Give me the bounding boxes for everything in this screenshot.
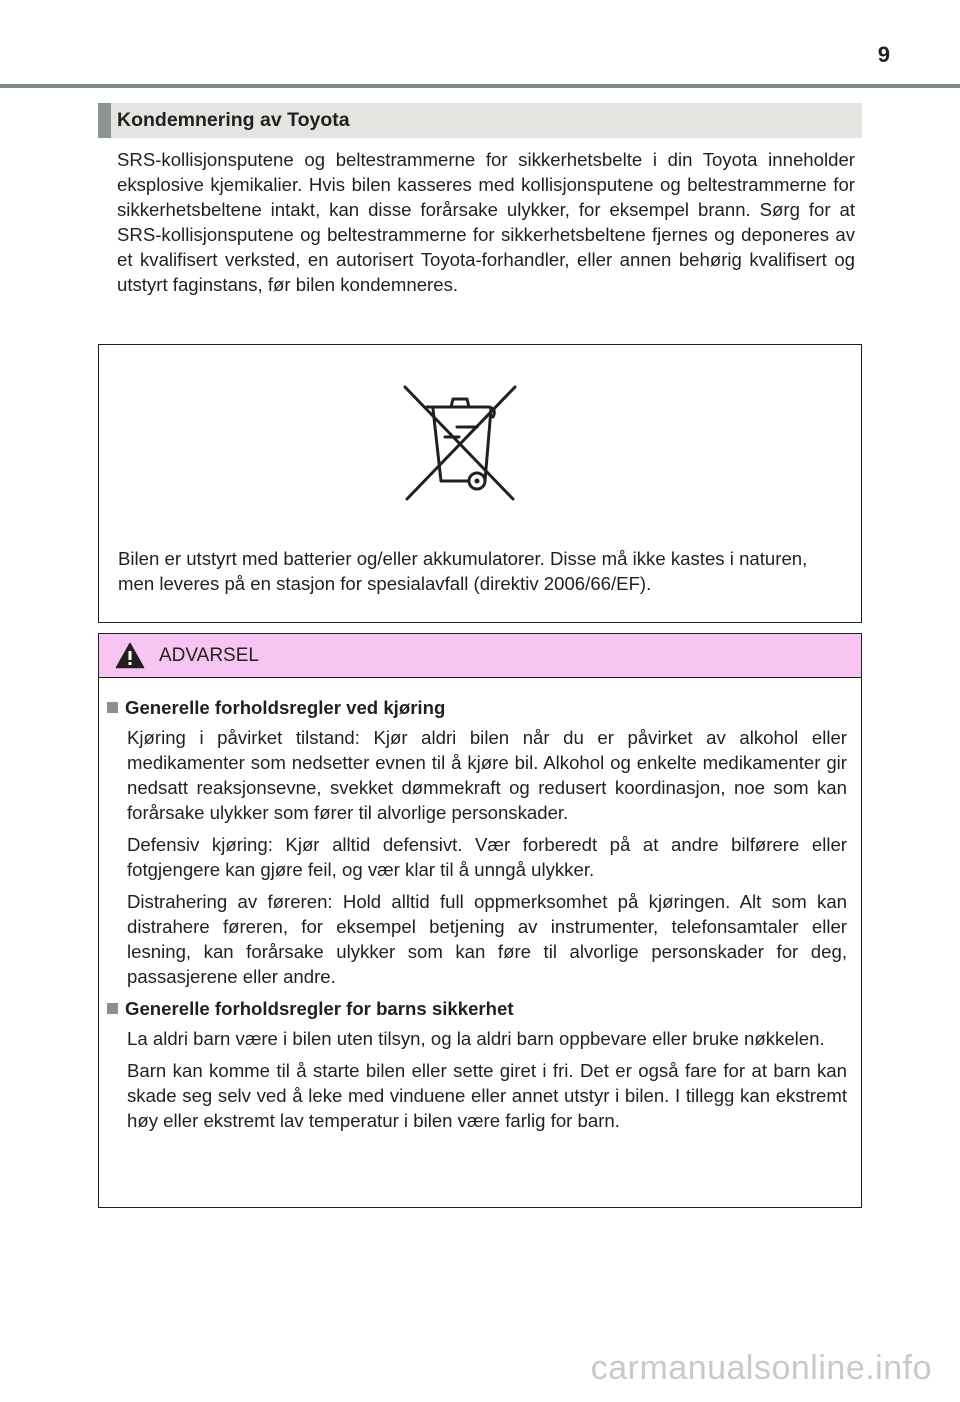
warning-triangle-icon xyxy=(115,642,145,669)
subheading-text: Generelle forholdsregler ved kjøring xyxy=(125,697,446,718)
page-number: 9 xyxy=(877,42,890,67)
section-title: Kondemnering av Toyota xyxy=(117,109,350,131)
paragraph-defensive-driving: Defensiv kjøring: Kjør alltid defensivt. Vær forberedt på at andre bilførere eller fotgjengere kan gjøre feil, og vær klar til å unngå ulykker. xyxy=(127,834,847,880)
square-bullet-icon xyxy=(107,1003,118,1014)
disposal-notice-box xyxy=(98,344,862,623)
warning-body xyxy=(99,678,861,1133)
warning-subheading-child-safety xyxy=(107,996,847,1021)
warning-box xyxy=(98,633,862,1208)
paragraph-children-unattended: La aldri barn være i bilen uten tilsyn, og la aldri barn oppbevare eller bruke nøkkelen. xyxy=(127,1028,825,1049)
subheading-text: Generelle forholdsregler for barns sikkerhet xyxy=(125,998,514,1019)
paragraph-driver-distraction: Distrahering av føreren: Hold alltid full oppmerksomhet på kjøringen. Alt som kan distrahere føreren, for eksempel betjening av instrumenter, telefonsamtaler eller lesning, kan forårsake ulykker som kan føre til alvorlige personskader for deg, passasjerene eller andre. xyxy=(127,891,847,987)
header-rule xyxy=(0,84,960,88)
square-bullet-icon xyxy=(107,702,118,713)
warning-label: ADVARSEL xyxy=(159,645,259,666)
watermark: carmanualsonline.info xyxy=(590,1349,932,1387)
crossed-out-wheelie-bin-icon xyxy=(401,383,521,503)
disposal-text: Bilen er utstyrt med batterier og/eller akkumulatorer. Disse må ikke kastes i naturen, men leveres på en stasjon for spesialavfall (direktiv 2006/66/EF). xyxy=(118,548,808,594)
paragraph-children-hazards: Barn kan komme til å starte bilen eller sette giret i fri. Det er også fare for at barn kan skade seg selv ved å leke med vinduene eller annet utstyr i bilen. I tillegg kan ekstremt høy eller ekstremt lav temperatur i bilen være farlig for barn. xyxy=(127,1060,847,1131)
paragraph-impaired-driving: Kjøring i påvirket tilstand: Kjør aldri bilen når du er påvirket av alkohol eller medikamenter som nedsetter evnen til å kjøre bil. Alkohol og enkelte medikamenter gir nedsatt reaksjonsevne, svekket dømmekraft og redusert koordinasjon, noe som kan forårsake ulykker som fører til alvorlige personskader. xyxy=(127,727,847,823)
warning-subheading-driving xyxy=(107,695,847,720)
intro-paragraph: SRS-kollisjonsputene og beltestrammerne for sikkerhetsbelte i din Toyota inneholder eksplosive kjemikalier. Hvis bilen kasseres med kollisjonsputene og beltestrammerne for sikkerhetsbeltene intakt, kan disse forårsake ulykker, for eksempel brann. Sørg for at SRS-kollisjonsputene og beltestrammerne for sikkerhetsbeltene fjernes og deponeres av et kvalifisert verksted, en autorisert Toyota-forhandler, eller annen behørig kvalifisert og utstyrt faginstans, før bilen kondemneres. xyxy=(117,149,855,295)
section-header xyxy=(98,103,862,138)
warning-header xyxy=(99,634,861,678)
